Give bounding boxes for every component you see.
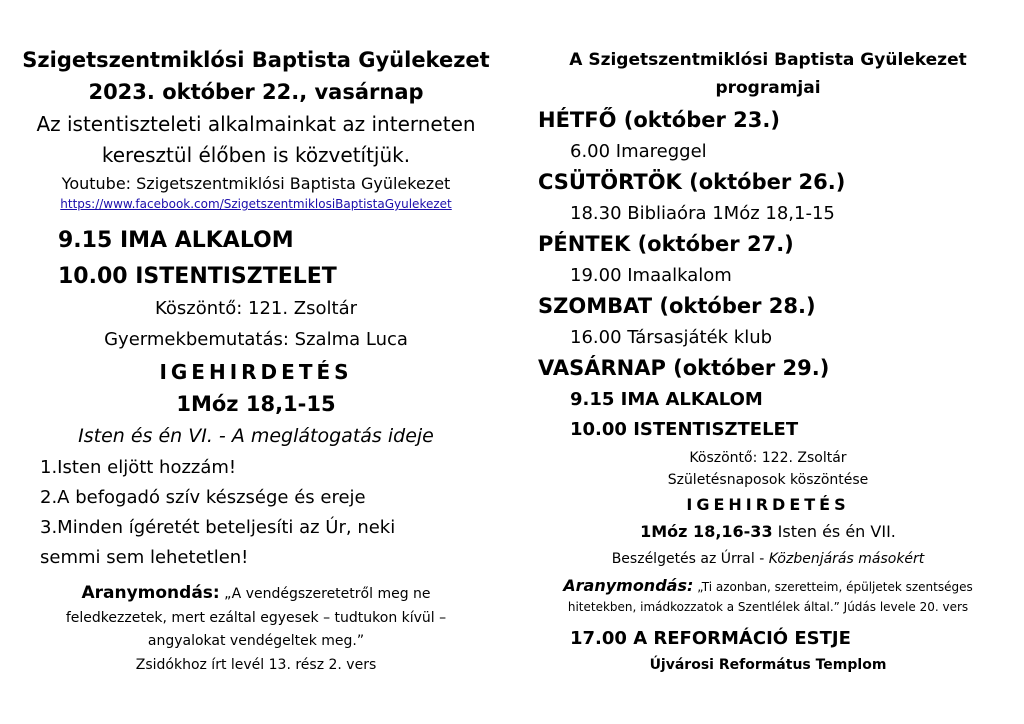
church-name: Szigetszentmiklósi Baptista Gyülekezet <box>22 48 490 72</box>
day-heading: VASÁRNAP (október 29.) <box>538 356 830 380</box>
day-event: 6.00 Imareggel <box>570 141 707 162</box>
scripture: 1Móz 18,1-15 <box>176 392 336 416</box>
day-heading: PÉNTEK (október 27.) <box>538 232 794 256</box>
program-title-line-1: A Szigetszentmiklósi Baptista Gyülekezet <box>569 50 967 70</box>
golden-verse-line-1 <box>512 576 1024 595</box>
prayer-time: 9.15 IMA ALKALOM <box>58 228 294 253</box>
sermon-point: 1.Isten eljött hozzám! <box>40 457 237 478</box>
golden-verse-label: Aranymondás: <box>563 576 694 595</box>
broadcast-line-1: Az istentiszteleti alkalmainkat az interneten <box>36 112 476 136</box>
sunday-prayer: 9.15 IMA ALKALOM <box>570 389 763 410</box>
child-presentation: Gyermekbemutatás: Szalma Luca <box>104 329 408 350</box>
golden-verse-label: Aranymondás: <box>81 583 220 603</box>
sunday-greeting: Köszöntő: 122. Zsoltár <box>689 450 847 466</box>
sermon-point: semmi sem lehetetlen! <box>40 547 249 568</box>
sermon-title: Isten és én VI. - A meglátogatás ideje <box>78 425 434 447</box>
day-heading: CSÜTÖRTÖK (október 26.) <box>538 170 846 194</box>
youtube-line: Youtube: Szigetszentmiklósi Baptista Gyülekezet <box>61 174 451 193</box>
talk-plain: Beszélgetés az Úrral - <box>611 551 769 567</box>
service-time: 10.00 ISTENTISZTELET <box>58 264 337 289</box>
day-heading: HÉTFŐ (október 23.) <box>538 108 780 132</box>
day-event: 18.30 Bibliaóra 1Móz 18,1-15 <box>570 203 835 224</box>
sermon-point: 2.A befogadó szív készsége és ereje <box>40 487 366 508</box>
broadcast-line-2: keresztül élőben is közvetítjük. <box>101 143 411 167</box>
reformation-venue: Újvárosi Református Templom <box>649 657 887 673</box>
sermon-heading: IGEHIRDETÉS <box>686 495 850 514</box>
reformation-event: 17.00 A REFORMÁCIÓ ESTJE <box>570 628 851 649</box>
golden-verse-line-2: feledkezzetek, mert ezáltal egyesek – tudtukon kívül – <box>65 610 447 626</box>
sunday-service: 10.00 ISTENTISZTELET <box>570 419 799 440</box>
facebook-link[interactable]: https://www.facebook.com/SzigetszentmiklosiBaptistaGyulekezet <box>60 197 452 211</box>
golden-verse-text: „Ti azonban, szeretteim, épüljetek szentséges <box>693 580 973 594</box>
golden-verse-reference: Zsidókhoz írt levél 13. rész 2. vers <box>135 657 377 673</box>
talk-italic: Közbenjárás másokért <box>768 551 925 567</box>
day-heading: SZOMBAT (október 28.) <box>538 294 816 318</box>
sermon-series: Isten és én VII. <box>772 522 896 541</box>
golden-verse-line-3: angyalokat vendégeltek meg.” <box>147 633 365 649</box>
golden-verse-text: „A vendégszeretetről meg ne <box>219 586 431 602</box>
sermon-point: 3.Minden ígéretét beteljesíti az Úr, neki <box>40 517 396 538</box>
sermon-heading: IGEHIRDETÉS <box>159 360 353 384</box>
greeting: Köszöntő: 121. Zsoltár <box>154 298 358 319</box>
golden-verse-line-1 <box>0 583 512 603</box>
service-date: 2023. október 22., vasárnap <box>88 80 424 104</box>
golden-verse-line-2: hitetekben, imádkozzatok a Szentlélek által.” Júdás levele 20. vers <box>567 600 969 614</box>
program-title-line-2: programjai <box>715 78 821 98</box>
scripture-ref: 1Móz 18,16-33 <box>640 522 773 541</box>
sermon-scripture <box>512 522 1024 541</box>
day-event: 19.00 Imaalkalom <box>570 265 732 286</box>
birthday-greeting: Születésnaposok köszöntése <box>667 472 869 488</box>
talk-line <box>512 551 1024 567</box>
day-event: 16.00 Társasjáték klub <box>570 327 773 348</box>
